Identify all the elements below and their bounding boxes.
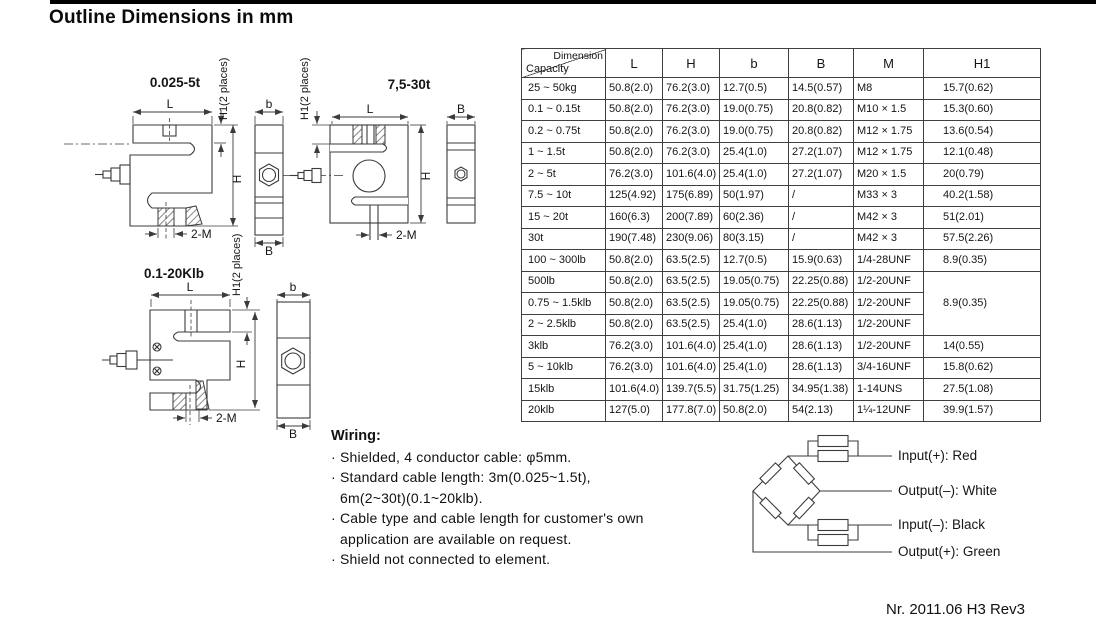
value-cell: 54(2.13) xyxy=(789,400,854,422)
wiring-line: · Standard cable length: 3m(0.025~1.5t), xyxy=(331,469,591,486)
table-corner-cell xyxy=(522,49,606,78)
value-cell: 25.4(1.0) xyxy=(720,336,789,358)
capacity-cell: 0.75 ~ 1.5klb xyxy=(522,293,606,315)
capacity-cell: 0.2 ~ 0.75t xyxy=(522,121,606,143)
strain-gauge xyxy=(760,463,781,484)
dim-label-L: L xyxy=(166,97,174,111)
value-cell: 25.4(1.0) xyxy=(720,314,789,336)
value-cell: 15.7(0.62) xyxy=(924,78,1041,100)
value-cell: 76.2(3.0) xyxy=(663,142,720,164)
value-cell: 19.0(0.75) xyxy=(720,121,789,143)
table-row xyxy=(522,357,1041,379)
dim-label-2M: 2-M xyxy=(216,411,237,425)
value-cell: 230(9.06) xyxy=(663,228,720,250)
top-rule xyxy=(50,0,1096,4)
value-cell: 50.8(2.0) xyxy=(606,250,663,272)
dim-label-B: B xyxy=(264,244,274,258)
compensation-resistor xyxy=(818,451,848,462)
value-cell: 76.2(3.0) xyxy=(663,99,720,121)
value-cell: 8.9(0.35) xyxy=(924,250,1041,272)
value-cell: 40.2(1.58) xyxy=(924,185,1041,207)
value-cell: 160(6.3) xyxy=(606,207,663,229)
value-cell: 31.75(1.25) xyxy=(720,379,789,401)
value-cell: 25.4(1.0) xyxy=(720,357,789,379)
value-cell: 15.9(0.63) xyxy=(789,250,854,272)
table-row xyxy=(522,164,1041,186)
value-cell: 19.0(0.75) xyxy=(720,99,789,121)
wiring-section xyxy=(331,428,644,569)
table-row xyxy=(522,185,1041,207)
table-row xyxy=(522,379,1041,401)
value-cell: 127(5.0) xyxy=(606,400,663,422)
table-header-row xyxy=(522,49,1041,78)
value-cell: 15.3(0.60) xyxy=(924,99,1041,121)
dim-label-H: H xyxy=(234,359,248,369)
capacity-cell: 1 ~ 1.5t xyxy=(522,142,606,164)
value-cell: 20.8(0.82) xyxy=(789,99,854,121)
column-header: L xyxy=(606,49,663,78)
strain-gauge xyxy=(760,497,781,518)
value-cell: 50.8(2.0) xyxy=(606,121,663,143)
cable-connector xyxy=(110,356,117,364)
value-cell: M8 xyxy=(854,78,924,100)
capacity-cell: 20klb xyxy=(522,400,606,422)
column-header: M xyxy=(854,49,924,78)
wiring-line: application are available on request. xyxy=(340,530,572,547)
value-cell: M10 × 1.5 xyxy=(854,99,924,121)
value-cell: 25.4(1.0) xyxy=(720,142,789,164)
capacity-cell: 0.1 ~ 0.15t xyxy=(522,99,606,121)
value-cell: 19.05(0.75) xyxy=(720,271,789,293)
value-cell: 125(4.92) xyxy=(606,185,663,207)
value-cell: 101.6(4.0) xyxy=(663,357,720,379)
dimension-table-body xyxy=(522,78,1041,422)
value-cell: 12.7(0.5) xyxy=(720,250,789,272)
capacity-cell: 2 ~ 5t xyxy=(522,164,606,186)
compensation-resistor xyxy=(818,520,848,531)
dim-label-L: L xyxy=(366,102,374,116)
value-cell: 200(7.89) xyxy=(663,207,720,229)
value-cell: 76.2(3.0) xyxy=(663,78,720,100)
value-cell: 50.8(2.0) xyxy=(720,400,789,422)
value-cell: 12.7(0.5) xyxy=(720,78,789,100)
value-cell: 190(7.48) xyxy=(606,228,663,250)
dim-label-b: b xyxy=(289,280,297,294)
value-cell: 63.5(2.5) xyxy=(663,250,720,272)
value-cell: 57.5(2.26) xyxy=(924,228,1041,250)
revision-number: Nr. 2011.06 H3 Rev3 xyxy=(886,601,1025,618)
dim-label-H1: H1(2 places) xyxy=(218,57,230,120)
capacity-cell: 100 ~ 300lb xyxy=(522,250,606,272)
capacity-cell: 5 ~ 10klb xyxy=(522,357,606,379)
drawing-01-20klb xyxy=(102,234,260,425)
column-header: H xyxy=(663,49,720,78)
value-cell: M12 × 1.75 xyxy=(854,121,924,143)
value-cell: 1¼-12UNF xyxy=(854,400,924,422)
value-cell: M12 × 1.75 xyxy=(854,142,924,164)
cable-connector xyxy=(298,173,304,179)
value-cell: 50.8(2.0) xyxy=(606,99,663,121)
value-cell: 50.8(2.0) xyxy=(606,314,663,336)
value-cell: 101.6(4.0) xyxy=(663,336,720,358)
wiring-line: · Cable type and cable length for customer's own xyxy=(331,510,644,527)
wiring-line: · Shielded, 4 conductor cable: φ5mm. xyxy=(331,449,572,465)
value-cell: 27.5(1.08) xyxy=(924,379,1041,401)
table-row xyxy=(522,336,1041,358)
drawing-75-30t xyxy=(283,58,433,242)
bridge-diagram xyxy=(740,424,1075,576)
capacity-cell: 2 ~ 2.5klb xyxy=(522,314,606,336)
outline-drawings xyxy=(40,40,520,448)
value-cell: 20(0.79) xyxy=(924,164,1041,186)
value-cell: 22.25(0.88) xyxy=(789,293,854,315)
table-row xyxy=(522,121,1041,143)
value-cell: 76.2(3.0) xyxy=(606,357,663,379)
value-cell: 28.6(1.13) xyxy=(789,357,854,379)
wire-label-input-minus: Input(–): Black xyxy=(898,517,986,532)
cable-connector xyxy=(103,171,111,178)
capacity-cell: 15 ~ 20t xyxy=(522,207,606,229)
value-cell: 50(1.97) xyxy=(720,185,789,207)
value-cell: 28.6(1.13) xyxy=(789,336,854,358)
table-row xyxy=(522,99,1041,121)
value-cell: M33 × 3 xyxy=(854,185,924,207)
drawing-caption: 7,5-30t xyxy=(387,77,431,92)
value-cell: 101.6(4.0) xyxy=(606,379,663,401)
drawing-caption: 0.1-20Klb xyxy=(143,266,205,281)
value-cell: 28.6(1.13) xyxy=(789,314,854,336)
capacity-cell: 30t xyxy=(522,228,606,250)
value-cell: / xyxy=(789,207,854,229)
wiring-line: · Shield not connected to element. xyxy=(331,551,551,568)
value-cell: 15.8(0.62) xyxy=(924,357,1041,379)
value-cell: 1/2-20UNF xyxy=(854,293,924,315)
wiring-line: 6m(2~30t)(0.1~20klb). xyxy=(340,489,483,506)
value-cell: 27.2(1.07) xyxy=(789,142,854,164)
value-cell: 1/2-20UNF xyxy=(854,271,924,293)
dim-label-H1: H1(2 places) xyxy=(299,57,311,120)
value-cell: 1/2-20UNF xyxy=(854,336,924,358)
value-cell: 63.5(2.5) xyxy=(663,271,720,293)
dim-label-H: H xyxy=(230,174,244,184)
page-title: Outline Dimensions in mm xyxy=(49,7,294,28)
drawing-caption: 0.025-5t xyxy=(149,75,201,90)
table-row xyxy=(522,228,1041,250)
dim-label-2M: 2-M xyxy=(396,228,417,242)
value-cell: / xyxy=(789,185,854,207)
wire-label-output-plus: Output(+): Green xyxy=(898,544,1001,559)
dim-label-H: H xyxy=(419,171,433,181)
value-cell: 101.6(4.0) xyxy=(663,164,720,186)
value-cell: / xyxy=(789,228,854,250)
value-cell: 50.8(2.0) xyxy=(606,142,663,164)
table-row xyxy=(522,271,1041,293)
table-row xyxy=(522,400,1041,422)
column-header: b xyxy=(720,49,789,78)
strain-gauge xyxy=(794,497,815,519)
value-cell: 14.5(0.57) xyxy=(789,78,854,100)
column-header: B xyxy=(789,49,854,78)
value-cell: 60(2.36) xyxy=(720,207,789,229)
dim-label-B: B xyxy=(456,102,466,116)
dimension-table xyxy=(521,48,1041,422)
value-cell: 63.5(2.5) xyxy=(663,314,720,336)
value-cell: 3/4-16UNF xyxy=(854,357,924,379)
capacity-cell: 7.5 ~ 10t xyxy=(522,185,606,207)
dim-label-2M: 2-M xyxy=(191,227,212,241)
value-cell: 80(3.15) xyxy=(720,228,789,250)
value-cell: 76.2(3.0) xyxy=(606,336,663,358)
wiring-heading: Wiring: xyxy=(331,428,381,444)
drawing-0025-5t xyxy=(64,58,244,241)
value-cell: 76.2(3.0) xyxy=(606,164,663,186)
value-cell: 25.4(1.0) xyxy=(720,164,789,186)
front-view-75-30t xyxy=(447,102,475,223)
bridge-diamond xyxy=(753,456,820,525)
front-view-0025-5t xyxy=(255,97,283,258)
compensation-resistor xyxy=(818,436,848,447)
dim-label-b: b xyxy=(265,97,273,111)
wire-label-input-plus: Input(+): Red xyxy=(898,448,978,463)
value-cell: 51(2.01) xyxy=(924,207,1041,229)
value-cell: 22.25(0.88) xyxy=(789,271,854,293)
dim-label-B: B xyxy=(288,427,298,441)
wire-label-output-minus: Output(–): White xyxy=(898,483,998,498)
compensation-resistor xyxy=(818,535,848,546)
value-cell: 19.05(0.75) xyxy=(720,293,789,315)
corner-capacity-label: Capacity xyxy=(526,63,569,75)
value-cell: 177.8(7.0) xyxy=(663,400,720,422)
value-cell: 1-14UNS xyxy=(854,379,924,401)
value-cell: 1/2-20UNF xyxy=(854,314,924,336)
value-cell: 39.9(1.57) xyxy=(924,400,1041,422)
value-cell: 34.95(1.38) xyxy=(789,379,854,401)
value-cell: 63.5(2.5) xyxy=(663,293,720,315)
value-cell: M20 × 1.5 xyxy=(854,164,924,186)
capacity-cell: 15klb xyxy=(522,379,606,401)
capacity-cell: 500lb xyxy=(522,271,606,293)
table-row xyxy=(522,142,1041,164)
value-cell: 76.2(3.0) xyxy=(663,121,720,143)
value-cell: 12.1(0.48) xyxy=(924,142,1041,164)
dim-label-H1: H1(2 places) xyxy=(231,233,243,296)
value-cell: M42 × 3 xyxy=(854,207,924,229)
value-cell: 27.2(1.07) xyxy=(789,164,854,186)
value-cell: 50.8(2.0) xyxy=(606,271,663,293)
value-cell: 50.8(2.0) xyxy=(606,78,663,100)
column-header: H1 xyxy=(924,49,1041,78)
corner-dimension-label: Dimension xyxy=(553,50,603,62)
front-view-01-20klb xyxy=(277,280,310,441)
value-cell: 14(0.55) xyxy=(924,336,1041,358)
table-row xyxy=(522,250,1041,272)
value-cell: 13.6(0.54) xyxy=(924,121,1041,143)
value-cell: 139.7(5.5) xyxy=(663,379,720,401)
value-cell: 175(6.89) xyxy=(663,185,720,207)
center-hole xyxy=(353,160,385,192)
value-cell: 20.8(0.82) xyxy=(789,121,854,143)
value-cell: 50.8(2.0) xyxy=(606,293,663,315)
value-cell: 1/4-28UNF xyxy=(854,250,924,272)
capacity-cell: 3klb xyxy=(522,336,606,358)
capacity-cell: 25 ~ 50kg xyxy=(522,78,606,100)
table-row xyxy=(522,207,1041,229)
dim-label-L: L xyxy=(186,280,194,294)
table-row xyxy=(522,78,1041,100)
value-cell: M42 × 3 xyxy=(854,228,924,250)
threaded-hole-hatch xyxy=(173,393,186,410)
strain-gauge xyxy=(794,463,815,485)
value-cell: 8.9(0.35) xyxy=(924,271,1041,336)
